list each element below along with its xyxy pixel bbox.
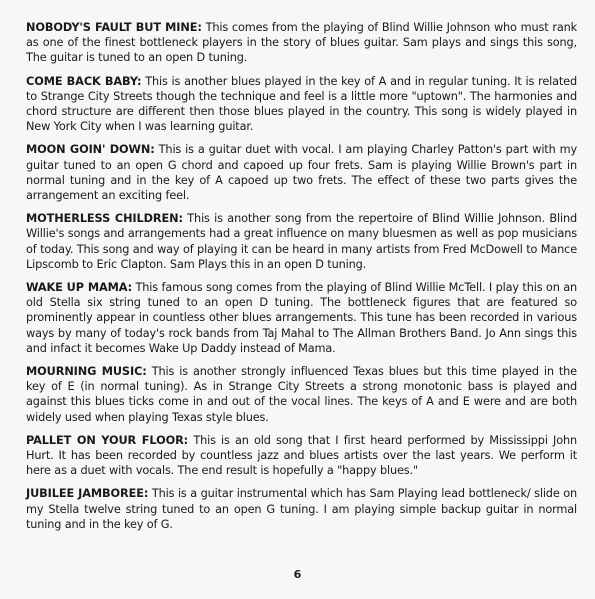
song-title: WAKE UP MAMA: bbox=[26, 281, 133, 295]
song-description: This is another strongly influenced Texas blues but this time played in the key of E (in normal tuning). As in Strange City Streets a strong monotonic bass is played and against this blues ticks come in and out of the vocal lines. The keys of A and E were and are both widely used when playing Texas style blues. bbox=[26, 365, 577, 424]
song-note-wake-up-mama bbox=[26, 280, 577, 356]
song-note-mourning-music bbox=[26, 364, 577, 425]
song-title: MOURNING MUSIC: bbox=[26, 365, 147, 379]
song-note-motherless-children bbox=[26, 211, 577, 272]
song-note-come-back-baby bbox=[26, 74, 577, 135]
song-title: JUBILEE JAMBOREE: bbox=[26, 487, 149, 501]
song-description: This is another song from the repertoire of Blind Willie Johnson. Blind Willie's songs and arrangements had a great influence on many bluesmen as well as pop musicians of today. This song and way of playing it can be heard in many artists from Fred McDowell to Mance Lipscomb to Eric Clapton. Sam Plays this in an open D tuning. bbox=[26, 212, 577, 271]
song-note-nobodys-fault-but-mine bbox=[26, 20, 577, 66]
song-description: This is a guitar duet with vocal. I am playing Charley Patton's part with my guitar tuned to an open G chord and capoed up four frets. Sam is playing Willie Brown's part in normal tuning and in the key of A capoed up two frets. The effect of these two parts gives the arrangement an exciting feel. bbox=[26, 143, 577, 203]
song-description: This is a guitar instrumental which has Sam Playing lead bottleneck/ slide on my Stella twelve string tuned to an open G tuning. I am playing simple backup guitar in normal tuning and in the key of G. bbox=[26, 487, 577, 531]
song-note-moon-goin-down bbox=[26, 142, 577, 203]
song-title: NOBODY'S FAULT BUT MINE: bbox=[26, 21, 202, 34]
song-description: This comes from the playing of Blind Willie Johnson who must rank as one of the finest bottleneck players in the story of blues guitar. Sam plays and sings this song, The guitar is tuned to an open D tuning. bbox=[26, 21, 577, 65]
song-description: This is another blues played in the key of A and in regular tuning. It is related to Strange City Streets though the technique and feel is a little more "uptown". The harmonies and chord structure are different then those blues played in the country. This song is widely played in New York City when I was learning guitar. bbox=[26, 74, 577, 134]
song-title: COME BACK BABY: bbox=[26, 74, 142, 88]
page-number: 6 bbox=[293, 568, 302, 581]
song-description: This famous song comes from the playing of Blind Willie McTell. I play this on an old Stella six string tuned to an open D tuning. The bottleneck figures that are featured so prominently appear in countless other blues arrangements. This tune has been recorded in various ways by many of today's rock bands from Taj Mahal to The Allman Brothers Band. Jo Ann sings this and infact it becomes Wake Up Daddy instead of Mama. bbox=[26, 281, 577, 355]
song-note-pallet-on-your-floor bbox=[26, 433, 577, 479]
song-title: PALLET ON YOUR FLOOR: bbox=[26, 433, 189, 447]
song-title: MOON GOIN' DOWN: bbox=[26, 143, 155, 157]
song-note-jubilee-jamboree bbox=[26, 486, 577, 532]
song-description: This is an old song that I first heard performed by Mississippi John Hurt. It has been recorded by countless jazz and blues artists over the last years. We perform it here as a duet with vocals. The end result is hopefully a "happy blues." bbox=[26, 433, 577, 478]
song-title: MOTHERLESS CHILDREN: bbox=[26, 212, 183, 226]
